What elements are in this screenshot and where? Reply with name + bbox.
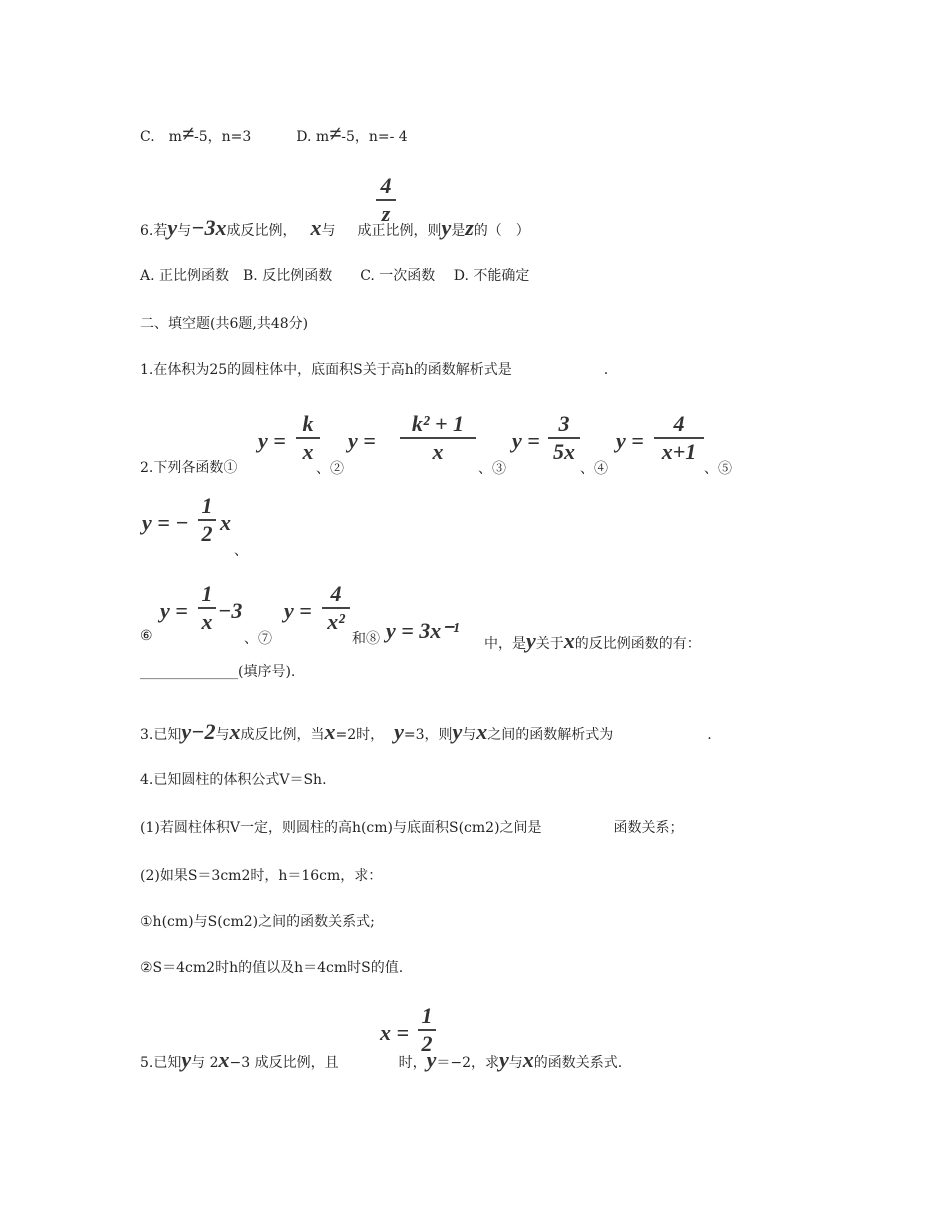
q6-text: 成反比例，	[226, 223, 297, 239]
fill-3-text: =2时，	[335, 727, 385, 743]
fill-5-text: 与 2	[191, 1055, 219, 1071]
fraction-denominator: x²	[327, 609, 345, 634]
q6-text: 成正比例，则	[357, 223, 442, 239]
func-3-fraction	[548, 412, 580, 464]
q6-text: 与	[321, 223, 336, 239]
var-x: x	[229, 719, 241, 744]
fill-3-text: 3.已知	[140, 727, 182, 743]
expr-y-minus-2: y−2	[181, 719, 216, 744]
fill-question-3	[140, 719, 712, 745]
separator: 、	[234, 543, 248, 559]
fill-2-answer-line	[140, 662, 295, 682]
fill-4-text: 函数关系；	[613, 820, 684, 836]
fraction-numerator: 3	[558, 411, 570, 436]
q6-text: 的（ ）	[473, 223, 530, 239]
func-7-lhs: y =	[284, 598, 312, 623]
separator: 、⑦	[244, 631, 272, 647]
fraction-numerator: k² + 1	[411, 411, 465, 436]
fill-2-note: (填序号).	[238, 664, 296, 680]
fill-2-tail	[484, 628, 701, 654]
fill-1-end: .	[603, 362, 609, 378]
var-y: y	[167, 215, 178, 240]
fill-5-text: −3 成反比例，且	[229, 1055, 339, 1071]
func-5-lhs: y = −	[142, 510, 189, 535]
fraction-numerator: 4	[330, 581, 342, 606]
var-x: x	[563, 628, 575, 653]
func-8: y = 3x⁻¹	[386, 618, 460, 643]
fraction-denominator: x	[201, 609, 213, 634]
func-6-fraction	[198, 582, 216, 634]
fill-4-line-1: 4.已知圆柱的体积公式V＝Sh.	[140, 772, 327, 788]
func-7-fraction	[322, 582, 350, 634]
q5-options-line	[140, 121, 408, 147]
fill-4-line-3: (2)如果S＝3cm2时，h＝16cm，求：	[140, 868, 383, 884]
var-x: x	[522, 1047, 534, 1072]
fill-4-text: (1)若圆柱体积V一定，则圆柱的高h(cm)与底面积S(cm2)之间是	[140, 820, 542, 836]
func-5-rhs: x	[220, 510, 231, 535]
var-z: z	[465, 215, 474, 240]
fill-1-text: 1.在体积为25的圆柱体中，底面积S关于高h的函数解析式是	[140, 362, 512, 378]
fill-2-text: 的反比例函数的有：	[574, 636, 701, 652]
fraction-denominator: x	[432, 439, 444, 464]
fill-5-text: ＝−2，求	[436, 1055, 499, 1071]
fraction-1-over-2	[418, 1004, 436, 1056]
fill-2-prefix: 2.下列各函数①	[140, 460, 238, 476]
fill-3-text: 之间的函数解析式为	[487, 727, 614, 743]
option-d-label: D. m	[296, 129, 330, 145]
fill-4-line-2	[140, 818, 684, 838]
var-x: x	[218, 1047, 230, 1072]
var-x: x	[324, 719, 336, 744]
func-5-fraction	[198, 494, 216, 546]
fill-3-text: 与	[462, 727, 477, 743]
fraction-numerator: 1	[421, 1003, 433, 1028]
fraction-numerator: 4	[380, 173, 392, 198]
func-2-lhs: y =	[348, 428, 376, 453]
var-y: y	[452, 719, 463, 744]
func-4-lhs: y =	[616, 428, 644, 453]
func-4-fraction	[654, 412, 704, 464]
func-6-rhs: −3	[218, 598, 243, 623]
fill-2-text: 关于	[535, 636, 564, 652]
fraction-numerator: k	[302, 411, 314, 436]
var-x: x	[476, 719, 488, 744]
fraction-4-over-z	[376, 174, 396, 226]
option-c-text: -5，n=3	[194, 129, 252, 145]
separator: 、⑤	[704, 461, 732, 477]
fraction-denominator: x+1	[661, 439, 697, 464]
frac-lhs-x: x =	[380, 1020, 410, 1045]
func-1-lhs: y =	[258, 428, 286, 453]
fill-3-text: =3，则	[403, 727, 453, 743]
fraction-numerator: 4	[673, 411, 685, 436]
var-y: y	[426, 1047, 437, 1072]
var-y: y	[181, 1047, 192, 1072]
neq-symbol: ≠	[329, 121, 342, 146]
option-d-text: -5，n=- 4	[341, 129, 408, 145]
fill-4-line-4: ①h(cm)与S(cm2)之间的函数关系式;	[140, 914, 375, 930]
var-y: y	[394, 719, 404, 744]
fraction-numerator: 1	[201, 581, 213, 606]
fill-3-text: 成反比例，当	[240, 727, 325, 743]
fraction-denominator: x	[302, 439, 314, 464]
fill-question-1	[140, 360, 608, 380]
func-6-lhs: y =	[160, 598, 188, 623]
section-title: 二、填空题(共6题,共48分)	[140, 316, 309, 332]
func-1-fraction	[296, 412, 320, 464]
item-6-marker: ⑥	[140, 628, 153, 644]
fraction-denominator: 2	[201, 521, 213, 546]
fill-question-5	[140, 1047, 623, 1073]
fill-4-line-5: ②S＝4cm2时h的值以及h＝4cm时S的值.	[140, 960, 404, 976]
question-6	[140, 215, 530, 241]
func-3-lhs: y =	[512, 428, 540, 453]
func-2-fraction	[400, 412, 476, 464]
separator: 、③	[478, 461, 506, 477]
separator: 、②	[316, 461, 344, 477]
q6-options: A. 正比例函数 B. 反比例函数 C. 一次函数 D. 不能确定	[140, 268, 530, 284]
var-y: y	[441, 215, 452, 240]
fraction-denominator: z	[381, 201, 391, 226]
fill-question-2	[140, 458, 237, 478]
separator: 和⑧	[352, 631, 380, 647]
fill-5-text: 5.已知	[140, 1055, 182, 1071]
expr-minus-3x: −3x	[191, 215, 227, 240]
fill-5-text: 与	[508, 1055, 523, 1071]
option-c-label: C. m	[140, 129, 182, 145]
var-y: y	[526, 628, 536, 653]
fraction-denominator: 2	[421, 1031, 433, 1056]
var-x: x	[310, 215, 322, 240]
fill-3-end: .	[707, 727, 712, 743]
fill-3-text: 与	[215, 727, 230, 743]
separator: 、④	[580, 461, 608, 477]
var-y: y	[498, 1047, 509, 1072]
q6-prefix: 6.若	[140, 223, 168, 239]
fill-5-text: 时，	[398, 1055, 427, 1071]
fill-2-text: 中，是	[484, 636, 526, 652]
fraction-numerator: 1	[201, 493, 213, 518]
answer-blank: ______________	[140, 664, 238, 680]
fraction-denominator: 5x	[553, 439, 575, 464]
q6-text: 是	[451, 223, 466, 239]
neq-symbol: ≠	[181, 121, 195, 146]
fill-5-text: 的函数关系式.	[533, 1055, 623, 1071]
q6-text: 与	[177, 223, 192, 239]
